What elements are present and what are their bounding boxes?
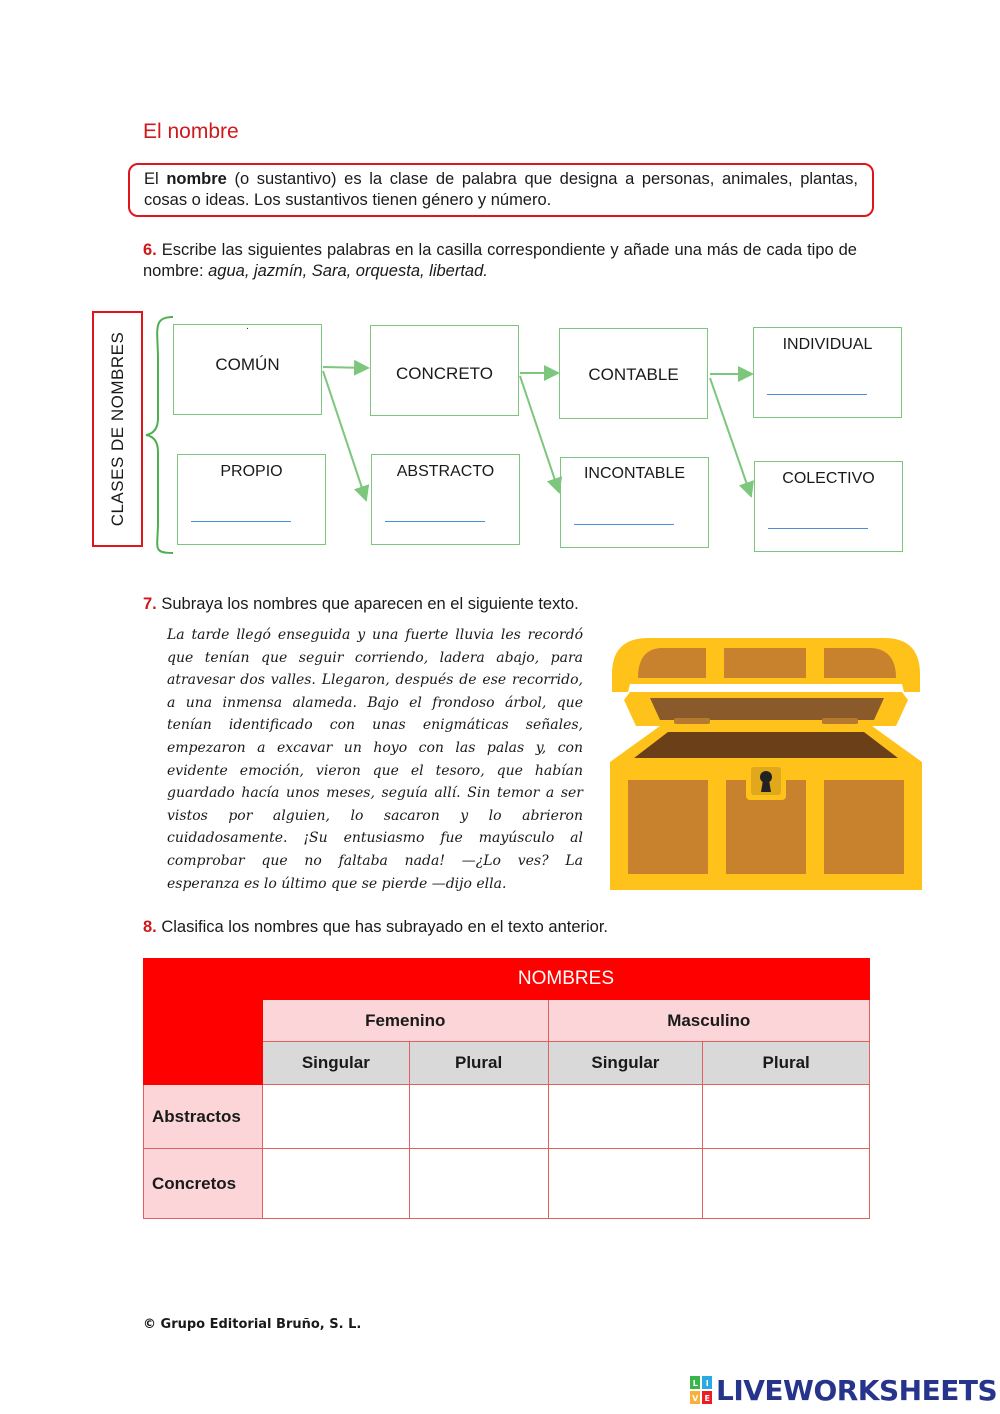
- liveworksheets-logo-icon: [690, 1376, 712, 1404]
- box-comun: [173, 324, 322, 415]
- liveworksheets-logo: [690, 1374, 997, 1406]
- arrow-contable-colectivo: [710, 378, 751, 496]
- question-6-number: 6.: [143, 241, 157, 259]
- box-abstracto-label: ABSTRACTO: [396, 463, 495, 480]
- box-propio: [177, 454, 326, 545]
- masculino-header: Masculino: [548, 1000, 870, 1042]
- treasure-chest-image: [608, 634, 924, 892]
- logo-letter-e: E: [704, 1394, 710, 1403]
- story-line[interactable]: vistos por alguien, lo sacaron y lo abrieron: [167, 807, 583, 824]
- colectivo-answer-line[interactable]: [768, 528, 868, 529]
- box-colectivo-label: COLECTIVO: [782, 470, 875, 487]
- story-line[interactable]: atravesar dos valles. Llegaron, después de ese recorrido,: [167, 672, 583, 689]
- clases-de-nombres-label: CLASES DE NOMBRES: [92, 311, 143, 547]
- logo-letter-v: V: [692, 1394, 698, 1403]
- definition-prefix: El: [144, 170, 167, 188]
- curly-brace: [146, 317, 173, 553]
- logo-letter-l: L: [692, 1379, 698, 1388]
- arrow-comun-concreto: [323, 367, 368, 368]
- box-incontable: [560, 457, 709, 548]
- story-line[interactable]: cuidadosamente. ¡Su entusiasmo fue mayúsculo al: [167, 830, 583, 847]
- row-label-concretos: Concretos: [144, 1149, 263, 1219]
- box-comun-label: COMÚN: [215, 355, 280, 374]
- liveworksheets-wordmark: LIVEWORKSHEETS: [716, 1373, 998, 1407]
- story-line[interactable]: a una inmensa alameda. Bajo el frondoso árbol, que: [167, 694, 583, 711]
- box-contable: [559, 328, 708, 419]
- definition-rest: (o sustantivo) es la clase de palabra que designa a personas, animales, plantas, cosas o ideas. Los sustantivos tienen género y número.: [144, 170, 859, 209]
- story-text: [167, 624, 583, 895]
- question-6-words: agua, jazmín, Sara, orquesta, libertad.: [208, 262, 488, 280]
- page-title: El nombre: [143, 120, 239, 143]
- question-7-number: 7.: [143, 595, 157, 613]
- answer-cell[interactable]: [703, 1085, 870, 1149]
- box-concreto-label: CONCRETO: [396, 364, 493, 383]
- box-contable-label: CONTABLE: [588, 365, 679, 384]
- answer-cell[interactable]: [409, 1149, 548, 1219]
- classification-table: [143, 958, 870, 1219]
- question-7: [143, 594, 857, 615]
- box-individual: [753, 327, 902, 418]
- box-concreto: [370, 325, 519, 416]
- story-line[interactable]: empezaron a excavar un hoyo con las palas y, con: [167, 739, 583, 756]
- question-6-text: Escribe las siguientes palabras en la casilla correspondiente y añade una más de cada tipo de nombre:: [143, 241, 857, 280]
- arrow-concreto-incontable: [520, 376, 559, 492]
- box-incontable-label: INCONTABLE: [583, 465, 686, 482]
- individual-answer-line[interactable]: [767, 394, 867, 395]
- answer-cell[interactable]: [262, 1149, 409, 1219]
- story-line[interactable]: comprobar que no faltaba nada! —¿Lo ves? La: [167, 852, 583, 869]
- question-8-number: 8.: [143, 918, 157, 936]
- row-label-abstractos: Abstractos: [144, 1085, 263, 1149]
- arrow-comun-abstracto: [323, 371, 366, 500]
- plural-header: Plural: [409, 1042, 548, 1085]
- logo-letter-i: I: [705, 1379, 709, 1388]
- story-line[interactable]: esperanza es lo último que se pierde —dijo ella.: [167, 875, 507, 892]
- abstracto-answer-line[interactable]: [385, 521, 485, 522]
- story-line[interactable]: guardado hacía unos meses, seguía allí. Sin temor a ser: [167, 785, 583, 802]
- story-line[interactable]: tenían identificado con unas enigmáticas señales,: [167, 717, 583, 734]
- answer-cell[interactable]: [548, 1085, 703, 1149]
- box-abstracto: [371, 454, 520, 545]
- box-individual-label: INDIVIDUAL: [782, 336, 873, 353]
- singular-header: Singular: [548, 1042, 703, 1085]
- box-colectivo: [754, 461, 903, 552]
- story-line[interactable]: que tenían que seguir corriendo, ladera abajo, para: [167, 649, 583, 666]
- answer-cell[interactable]: [262, 1085, 409, 1149]
- plural-header: Plural: [703, 1042, 870, 1085]
- incontable-answer-line[interactable]: [574, 524, 674, 525]
- answer-cell[interactable]: [703, 1149, 870, 1219]
- table-header: NOMBRES: [262, 959, 869, 1000]
- box-comun-dot: ·: [245, 323, 250, 334]
- singular-header: Singular: [262, 1042, 409, 1085]
- table-corner: [144, 959, 263, 1085]
- femenino-header: Femenino: [262, 1000, 548, 1042]
- story-line[interactable]: evidente emoción, vieron que el tesoro, que habían: [167, 762, 583, 779]
- story-line[interactable]: La tarde llegó enseguida y una fuerte lluvia les recordó: [167, 627, 583, 643]
- question-8-text: Clasifica los nombres que has subrayado en el texto anterior.: [156, 918, 609, 936]
- box-propio-label: PROPIO: [220, 463, 283, 480]
- propio-answer-line[interactable]: [191, 521, 291, 522]
- copyright: © Grupo Editorial Bruño, S. L.: [143, 1317, 362, 1332]
- answer-cell[interactable]: [548, 1149, 703, 1219]
- definition-bold: nombre: [166, 170, 227, 188]
- answer-cell[interactable]: [409, 1085, 548, 1149]
- question-7-text: Subraya los nombres que aparecen en el siguiente texto.: [156, 595, 579, 613]
- question-8: [143, 917, 857, 938]
